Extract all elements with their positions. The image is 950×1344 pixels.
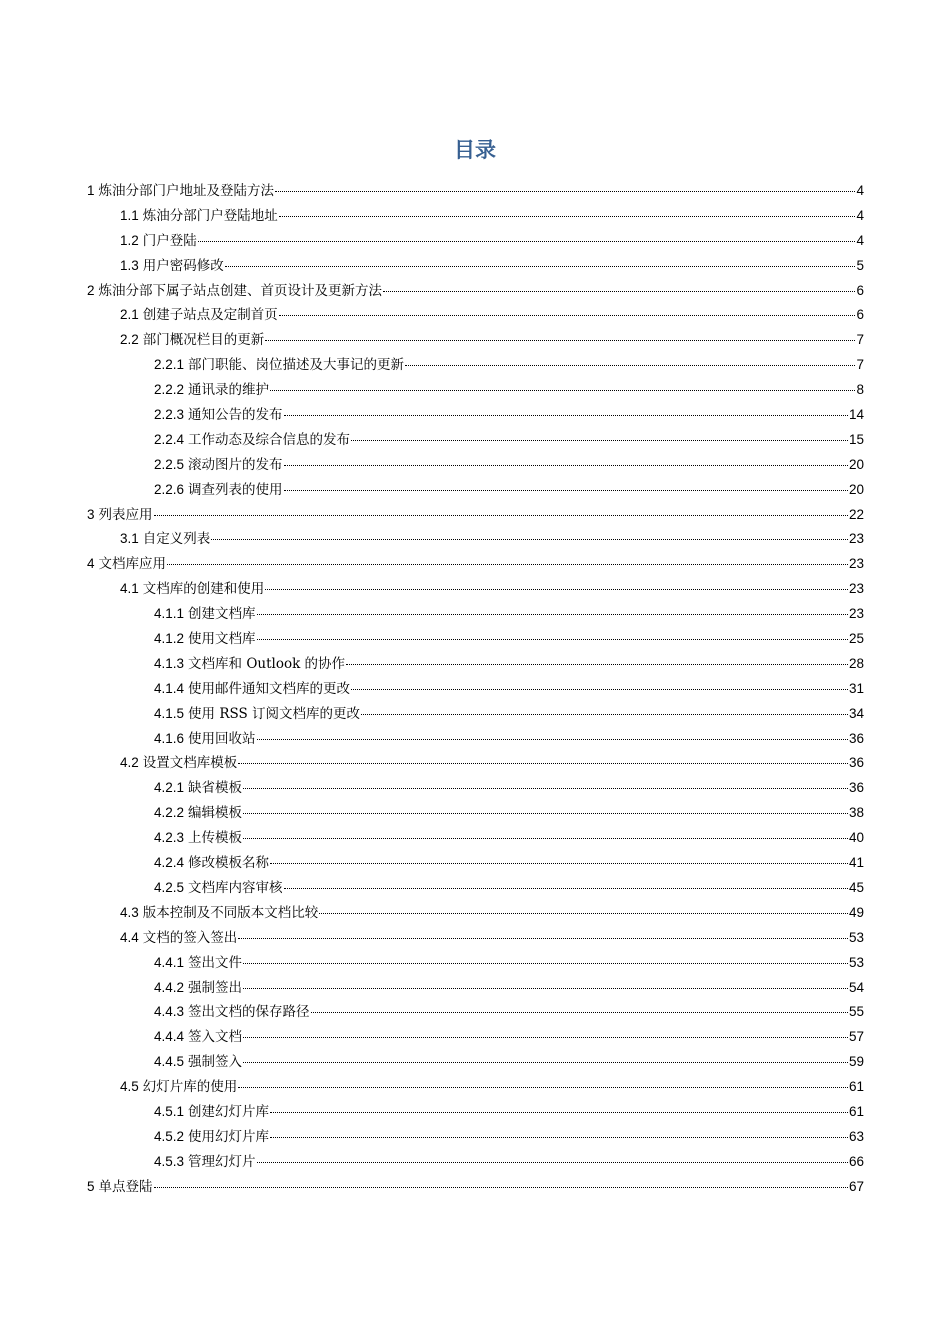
toc-dot-leader: [243, 838, 848, 839]
toc-entry-number: 4.5.2: [154, 1128, 185, 1144]
toc-entry-page-number: 4: [856, 207, 864, 223]
toc-entry-number: 2.2.4: [154, 431, 185, 447]
toc-entry-page-number: 4: [856, 183, 864, 198]
toc-dot-leader: [243, 1062, 848, 1063]
toc-entry-title: 强制签入: [188, 1054, 243, 1071]
toc-entry-number: 4.1.4: [154, 680, 185, 696]
toc-entry[interactable]: [87, 602, 864, 627]
toc-dot-leader: [284, 888, 848, 889]
toc-dot-leader: [225, 266, 856, 267]
toc-dot-leader: [346, 664, 848, 665]
toc-entry-title: 工作动态及综合信息的发布: [188, 431, 351, 448]
toc-entry-page-number: 28: [848, 655, 864, 671]
toc-dot-leader: [270, 1112, 848, 1113]
toc-entry-page-number: 7: [856, 357, 864, 373]
toc-entry[interactable]: [87, 652, 864, 677]
toc-entry-number: 4.5.3: [154, 1153, 185, 1169]
toc-entry-page-number: 67: [848, 1178, 864, 1194]
toc-entry-title: 使用回收站: [188, 730, 256, 747]
toc-entry-title: 使用邮件通知文档库的更改: [188, 680, 351, 697]
toc-entry[interactable]: [87, 453, 864, 478]
toc-dot-leader: [243, 963, 848, 964]
toc-dot-leader: [167, 564, 848, 565]
toc-entry-number: 2.2.5: [154, 456, 185, 472]
toc-entry-title: 创建幻灯片库: [188, 1103, 270, 1120]
toc-entry-title: 缺省模板: [188, 780, 243, 797]
toc-entry-page-number: 57: [848, 1029, 864, 1045]
toc-entry-page-number: 4: [856, 232, 864, 248]
toc-entry-page-number: 45: [848, 879, 864, 895]
toc-entry-number: 4.1.5: [154, 705, 185, 721]
toc-entry-title: 版本控制及不同版本文档比较: [142, 904, 319, 921]
toc-entry-number: 4.2.4: [154, 855, 185, 871]
toc-entry-page-number: 20: [848, 481, 864, 497]
toc-entry-title: 文档库应用: [98, 556, 167, 573]
toc-entry-title: 列表应用: [98, 506, 153, 523]
toc-entry-title: 编辑模板: [188, 805, 243, 822]
toc-entry-page-number: 38: [848, 805, 864, 821]
toc-entry[interactable]: [87, 677, 864, 702]
toc-entry-number: 4.1.6: [154, 730, 185, 746]
toc-dot-leader: [257, 739, 848, 740]
toc-entry[interactable]: [87, 1050, 864, 1075]
toc-dot-leader: [238, 763, 848, 764]
toc-dot-leader: [243, 988, 848, 989]
toc-title: 目录: [454, 138, 496, 162]
toc-entry-page-number: 41: [848, 855, 864, 871]
toc-entry-title: 用户密码修改: [142, 257, 224, 274]
toc-entry-page-number: 36: [848, 780, 864, 796]
toc-dot-leader: [265, 340, 855, 341]
toc-entry[interactable]: [87, 303, 864, 328]
toc-entry-title: 炼油分部下属子站点创建、首页设计及更新方法: [98, 282, 383, 299]
toc-entry-title: 签入文档: [188, 1029, 243, 1046]
toc-entry[interactable]: [87, 378, 864, 403]
toc-entry-title: 部门概况栏目的更新: [142, 332, 265, 349]
toc-entry-title: 创建子站点及定制首页: [142, 307, 278, 324]
toc-entry-number: 2.2.1: [154, 357, 185, 373]
toc-entry-title: 上传模板: [188, 830, 243, 847]
toc-entry[interactable]: [87, 627, 864, 652]
toc-entry-title: 管理幻灯片: [188, 1153, 256, 1170]
toc-entry[interactable]: [87, 478, 864, 503]
toc-entry-number: 4.3: [120, 904, 139, 920]
toc-dot-leader: [319, 913, 848, 914]
toc-entry-title: 幻灯片库的使用: [142, 1079, 238, 1096]
toc-dot-leader: [405, 365, 855, 366]
toc-entry-number: 2.2.3: [154, 407, 185, 423]
toc-entry-page-number: 63: [848, 1128, 864, 1144]
toc-entry[interactable]: [87, 751, 864, 776]
toc-entry[interactable]: [87, 702, 864, 727]
toc-dot-leader: [265, 589, 848, 590]
toc-entry-number: 2: [87, 282, 95, 298]
toc-entry-page-number: 23: [848, 531, 864, 547]
toc-entry-number: 2.1: [120, 307, 139, 323]
toc-dot-leader: [279, 216, 856, 217]
toc-entry[interactable]: [87, 328, 864, 353]
toc-entry-number: 4.4.4: [154, 1029, 185, 1045]
toc-entry-page-number: 15: [848, 431, 864, 447]
toc-entry[interactable]: [87, 1075, 864, 1100]
toc-entry-number: 4.4.2: [154, 979, 185, 995]
toc-entry-number: 1.3: [120, 257, 139, 273]
toc-entry[interactable]: [87, 1000, 864, 1025]
toc-entry[interactable]: [87, 901, 864, 926]
toc-entry-page-number: 5: [856, 257, 864, 273]
toc-entry-number: 4.1.2: [154, 631, 185, 647]
toc-dot-leader: [311, 1012, 848, 1013]
toc-entry[interactable]: [87, 179, 864, 204]
toc-entry-title: 炼油分部门户地址及登陆方法: [98, 183, 275, 199]
toc-dot-leader: [284, 490, 848, 491]
toc-dot-leader: [270, 390, 855, 391]
toc-entry[interactable]: [87, 428, 864, 453]
toc-entry-page-number: 7: [856, 332, 864, 348]
toc-dot-leader: [279, 315, 856, 316]
toc-entry-page-number: 34: [848, 705, 864, 721]
toc-entry-title: 门户登陆: [142, 232, 197, 249]
toc-entry-number: 1: [87, 183, 95, 198]
toc-entry-title: 部门职能、岗位描述及大事记的更新: [188, 357, 405, 374]
toc-dot-leader: [284, 415, 848, 416]
toc-entry-page-number: 55: [848, 1004, 864, 1020]
toc-entry[interactable]: [87, 1175, 864, 1200]
toc-entry-number: 4.1.1: [154, 606, 185, 622]
toc-entry[interactable]: [87, 801, 864, 826]
toc-entry-number: 3.1: [120, 531, 139, 547]
toc-entry-number: 4.4.5: [154, 1054, 185, 1070]
toc-entry[interactable]: [87, 577, 864, 602]
toc-entry-number: 4.4.3: [154, 1004, 185, 1020]
toc-dot-leader: [238, 1087, 848, 1088]
toc-entry-page-number: 23: [848, 581, 864, 597]
toc-dot-leader: [198, 241, 856, 242]
toc-dot-leader: [284, 465, 848, 466]
toc-entry-page-number: 23: [848, 606, 864, 622]
toc-entry[interactable]: [87, 527, 864, 552]
toc-entry-title: 文档库内容审核: [188, 879, 283, 896]
toc-entry-title: 创建文档库: [188, 606, 256, 623]
toc-dot-leader: [361, 714, 848, 715]
toc-entry-number: 1.1: [120, 207, 139, 223]
toc-entry-number: 4.2.5: [154, 879, 185, 895]
toc-entry-page-number: 61: [848, 1103, 864, 1119]
toc-entry-page-number: 22: [848, 506, 864, 522]
toc-entry[interactable]: [87, 503, 864, 528]
toc-dot-leader: [243, 1037, 848, 1038]
toc-entry-page-number: 53: [848, 929, 864, 945]
toc-entry-page-number: 36: [848, 730, 864, 746]
toc-entry[interactable]: [87, 776, 864, 801]
toc-entry-number: 4.5.1: [154, 1103, 185, 1119]
toc-dot-leader: [270, 1137, 848, 1138]
toc-entry[interactable]: [87, 727, 864, 752]
toc-entry[interactable]: [87, 552, 864, 577]
toc-dot-leader: [238, 938, 848, 939]
toc-dot-leader: [257, 1162, 848, 1163]
toc-entry-number: 2.2: [120, 332, 139, 348]
toc-entry[interactable]: [87, 1025, 864, 1050]
toc-entry[interactable]: [87, 1125, 864, 1150]
toc-entry-page-number: 61: [848, 1079, 864, 1095]
toc-entry-page-number: 31: [848, 680, 864, 696]
toc-entry-number: 2.2.2: [154, 382, 185, 398]
toc-entry[interactable]: [87, 403, 864, 428]
toc-entry[interactable]: [87, 229, 864, 254]
toc-entry-title: 文档库的创建和使用: [142, 581, 265, 598]
toc-dot-leader: [243, 788, 848, 789]
toc-dot-leader: [154, 1187, 848, 1188]
toc-entry-number: 5: [87, 1178, 95, 1194]
toc-entry[interactable]: [87, 279, 864, 304]
toc-entry-number: 4.1: [120, 581, 139, 597]
toc-entry-title: 签出文件: [188, 954, 243, 971]
toc-entry-page-number: 66: [848, 1153, 864, 1169]
toc-entry-number: 1.2: [120, 232, 139, 248]
toc-entry[interactable]: [87, 976, 864, 1001]
toc-entry-title: 设置文档库模板: [142, 755, 238, 772]
toc-entry-title: 签出文档的保存路径: [188, 1004, 310, 1021]
toc-dot-leader: [383, 291, 855, 292]
toc-dot-leader: [211, 539, 848, 540]
toc-entry-number: 4.4: [120, 929, 139, 945]
toc-entry-title: 使用幻灯片库: [188, 1128, 270, 1145]
toc-entry[interactable]: [87, 1150, 864, 1175]
toc-entry-number: 4.2: [120, 755, 139, 771]
toc-entry-page-number: 53: [848, 954, 864, 970]
toc-entry-title: 自定义列表: [142, 531, 211, 548]
toc-entry-page-number: 8: [856, 382, 864, 398]
toc-entry-number: 4.1.3: [154, 655, 185, 671]
toc-entry[interactable]: [87, 876, 864, 901]
toc-entry-title: 通讯录的维护: [188, 382, 270, 399]
toc-entry-page-number: 6: [856, 282, 864, 298]
toc-entry-page-number: 54: [848, 979, 864, 995]
toc-entry-title: 滚动图片的发布: [188, 456, 283, 473]
toc-entry-title: 炼油分部门户登陆地址: [142, 207, 278, 224]
toc-entry-page-number: 6: [856, 307, 864, 323]
toc-entry-page-number: 59: [848, 1054, 864, 1070]
toc-entry-page-number: 40: [848, 830, 864, 846]
toc-dot-leader: [257, 614, 848, 615]
toc-dot-leader: [243, 813, 848, 814]
toc-dot-leader: [154, 515, 848, 516]
toc-entry[interactable]: [87, 951, 864, 976]
toc-dot-leader: [270, 863, 848, 864]
toc-entry-number: 4.2.3: [154, 830, 185, 846]
toc-entry-title: 强制签出: [188, 979, 243, 996]
toc-entry-title: 单点登陆: [98, 1178, 153, 1195]
toc-entry-title: 使用 RSS 订阅文档库的更改: [188, 705, 361, 722]
toc-entry-page-number: 49: [848, 904, 864, 920]
toc-entry-page-number: 23: [848, 556, 864, 572]
toc-entry-title: 文档库和 Outlook 的协作: [188, 655, 346, 672]
toc-entry-number: 4.2.1: [154, 780, 185, 796]
toc-entry-page-number: 14: [848, 407, 864, 423]
toc-entry-page-number: 20: [848, 456, 864, 472]
toc-entry[interactable]: [87, 353, 864, 378]
toc-entry[interactable]: [87, 204, 864, 229]
toc-entry-title: 调查列表的使用: [188, 481, 283, 498]
toc-entry-number: 3: [87, 506, 95, 522]
toc-entry-number: 4.2.2: [154, 805, 185, 821]
toc-entry[interactable]: [87, 826, 864, 851]
toc-entry[interactable]: [87, 851, 864, 876]
toc-entry-number: 2.2.6: [154, 481, 185, 497]
toc-dot-leader: [351, 440, 848, 441]
toc-entry-title: 修改模板名称: [188, 855, 270, 872]
toc-entry[interactable]: [87, 926, 864, 951]
toc-entry-page-number: 25: [848, 631, 864, 647]
toc-dot-leader: [351, 689, 848, 690]
toc-entry-page-number: 36: [848, 755, 864, 771]
toc-entry-title: 使用文档库: [188, 631, 256, 648]
toc-entry-title: 通知公告的发布: [188, 407, 283, 424]
toc-entry-number: 4.4.1: [154, 954, 185, 970]
toc-entry[interactable]: [87, 254, 864, 279]
toc-dot-leader: [257, 639, 848, 640]
toc-list: [87, 179, 864, 1200]
toc-entry-title: 文档的签入签出: [142, 929, 238, 946]
toc-entry-number: 4: [87, 556, 95, 572]
toc-entry-number: 4.5: [120, 1079, 139, 1095]
toc-dot-leader: [275, 191, 855, 192]
toc-entry[interactable]: [87, 1100, 864, 1125]
